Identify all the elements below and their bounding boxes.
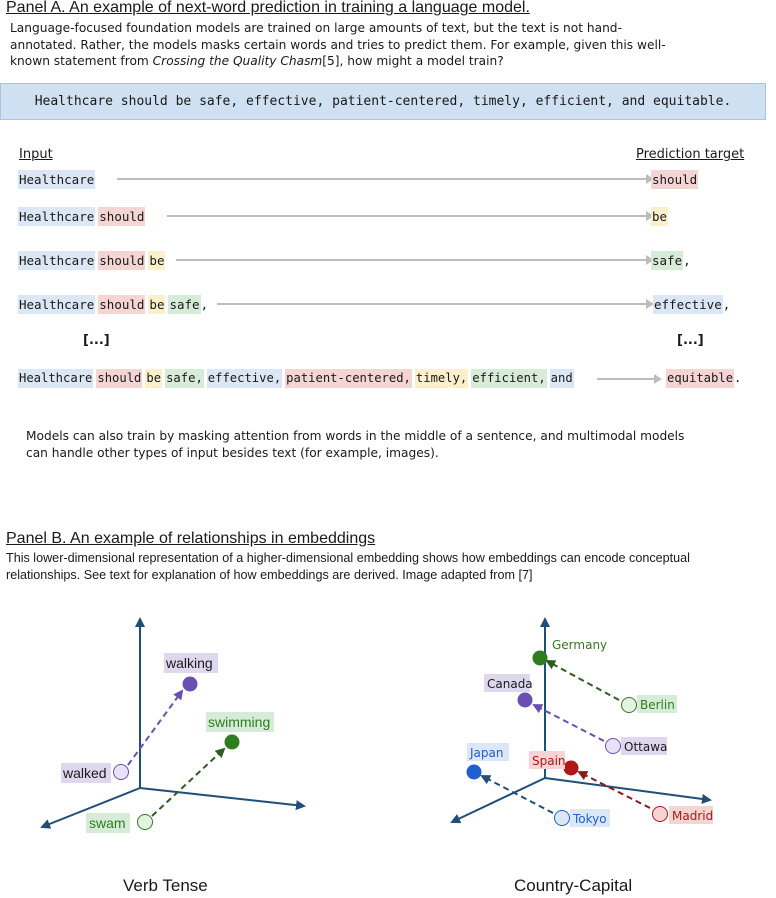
panel-a-outro xyxy=(26,428,684,461)
target-row-1 xyxy=(651,170,701,189)
arrow-row-4 xyxy=(217,303,647,305)
prediction-target-header: Prediction target xyxy=(636,147,745,162)
token-efficient: efficient, xyxy=(471,369,546,388)
token-healthcare: Healthcare xyxy=(19,209,95,224)
token-healthcare: Healthcare xyxy=(18,369,93,388)
panel-a-intro xyxy=(10,20,666,70)
token-should: should xyxy=(99,297,145,312)
x-axis xyxy=(140,788,304,806)
input-row-4: Healthcare should be safe, xyxy=(19,297,209,312)
input-row-3 xyxy=(18,251,168,270)
intro-line-3-end: [5], how might a model train? xyxy=(322,54,504,68)
swam-to-swimming-arrow xyxy=(152,749,224,816)
desc-line-1: This lower-dimensional representation of a higher-dimensional embedding shows how embeddings can encode conceptual xyxy=(6,551,690,565)
token-and: and xyxy=(550,369,574,388)
berlin-label: Berlin xyxy=(640,698,675,712)
tokyo-to-japan-arrow xyxy=(482,776,553,813)
swam-label: swam xyxy=(89,815,126,831)
panel-b-title: Panel B. An example of relationships in embeddings xyxy=(6,530,376,547)
token-should: should xyxy=(96,369,142,388)
verb-tense-caption: Verb Tense xyxy=(123,876,208,895)
target-row-2 xyxy=(651,207,671,226)
berlin-point xyxy=(622,698,637,713)
country-capital-diagram xyxy=(388,600,776,898)
arrow-row-2 xyxy=(167,215,647,217)
statement-box xyxy=(0,83,766,120)
token-be: be xyxy=(145,369,162,388)
book-title: Crossing the Quality Chasm xyxy=(152,54,323,68)
target-be: be xyxy=(652,209,668,224)
country-capital-caption: Country-Capital xyxy=(514,876,633,895)
desc-line-2: relationships. See text for explanation of how embeddings are derived. Image adapted from [7] xyxy=(6,567,533,582)
target-equitable: equitable xyxy=(666,369,734,388)
canada-label: Canada xyxy=(487,677,533,691)
target-period: . xyxy=(734,371,742,385)
statement-text: Healthcare should be safe, effective, patient-centered, timely, efficient, and equitable. xyxy=(34,94,732,109)
walked-label: walked xyxy=(63,765,107,781)
ottawa-label: Ottawa xyxy=(624,740,668,754)
token-timely: timely, xyxy=(415,369,468,388)
target-row-last xyxy=(666,369,741,388)
target-should: should xyxy=(652,172,698,187)
target-row-4 xyxy=(653,295,730,314)
panel-a-title: Panel A. An example of next-word prediction in training a language model. xyxy=(6,0,530,16)
intro-line-3-start: known statement from xyxy=(10,54,153,68)
input-row-2 xyxy=(18,207,148,226)
target-row-3 xyxy=(651,251,691,270)
token-healthcare: Healthcare xyxy=(19,253,95,268)
berlin-to-germany-arrow xyxy=(547,661,619,700)
token-safe: safe xyxy=(169,297,200,312)
token-patient-centered: patient-centered, xyxy=(285,369,412,388)
ottawa-point xyxy=(606,739,621,754)
target-safe: safe xyxy=(652,253,683,268)
walking-point xyxy=(183,677,198,692)
arrow-row-3 xyxy=(176,259,647,261)
token-should: should xyxy=(99,253,145,268)
japan-point xyxy=(467,765,482,780)
walking-label: walking xyxy=(166,655,213,671)
arrow-row-1 xyxy=(117,178,647,180)
input-row-1 xyxy=(18,170,98,189)
germany-point xyxy=(533,651,548,666)
arrow-row-last xyxy=(597,378,655,380)
walked-to-walking-arrow xyxy=(128,691,182,765)
outro-line-2: can handle other types of input besides text (for example, images). xyxy=(26,445,439,460)
madrid-label: Madrid xyxy=(672,809,714,823)
token-safe: safe, xyxy=(165,369,204,388)
ellipsis-left: [...] xyxy=(83,333,110,348)
madrid-point xyxy=(653,807,668,822)
input-row-last xyxy=(18,369,577,388)
canada-point xyxy=(518,693,533,708)
swimming-label: swimming xyxy=(208,714,271,730)
intro-line-1: Language-focused foundation models are trained on large amounts of text, but the text is not hand- xyxy=(10,21,622,35)
token-be: be xyxy=(149,253,165,268)
swam-point xyxy=(138,815,153,830)
outro-line-1: Models can also train by masking attention from words in the middle of a sentence, and multimodal models xyxy=(26,429,685,443)
target-effective: effective xyxy=(654,297,722,312)
intro-line-3 xyxy=(10,53,666,70)
intro-line-2: annotated. Rather, the models masks certain words and tries to predict them. For example, given this well- xyxy=(10,37,666,52)
ellipsis-right: [...] xyxy=(677,333,704,348)
panel-b-description xyxy=(6,550,690,583)
spain-point xyxy=(564,761,579,776)
token-be: be xyxy=(149,297,165,312)
tokyo-point xyxy=(555,811,570,826)
verb-tense-diagram xyxy=(0,600,388,898)
tokyo-label: Tokyo xyxy=(573,812,607,826)
japan-label: Japan xyxy=(470,746,504,760)
walked-point xyxy=(114,765,129,780)
germany-label: Germany xyxy=(552,638,608,652)
target-comma: , xyxy=(722,297,731,312)
token-healthcare: Healthcare xyxy=(19,172,95,187)
target-comma: , xyxy=(683,253,691,268)
swimming-point xyxy=(225,735,240,750)
token-effective: effective, xyxy=(207,369,282,388)
input-header: Input xyxy=(19,147,53,162)
token-should: should xyxy=(99,209,145,224)
token-healthcare: Healthcare xyxy=(19,297,95,312)
spain-label: Spain xyxy=(532,754,566,768)
